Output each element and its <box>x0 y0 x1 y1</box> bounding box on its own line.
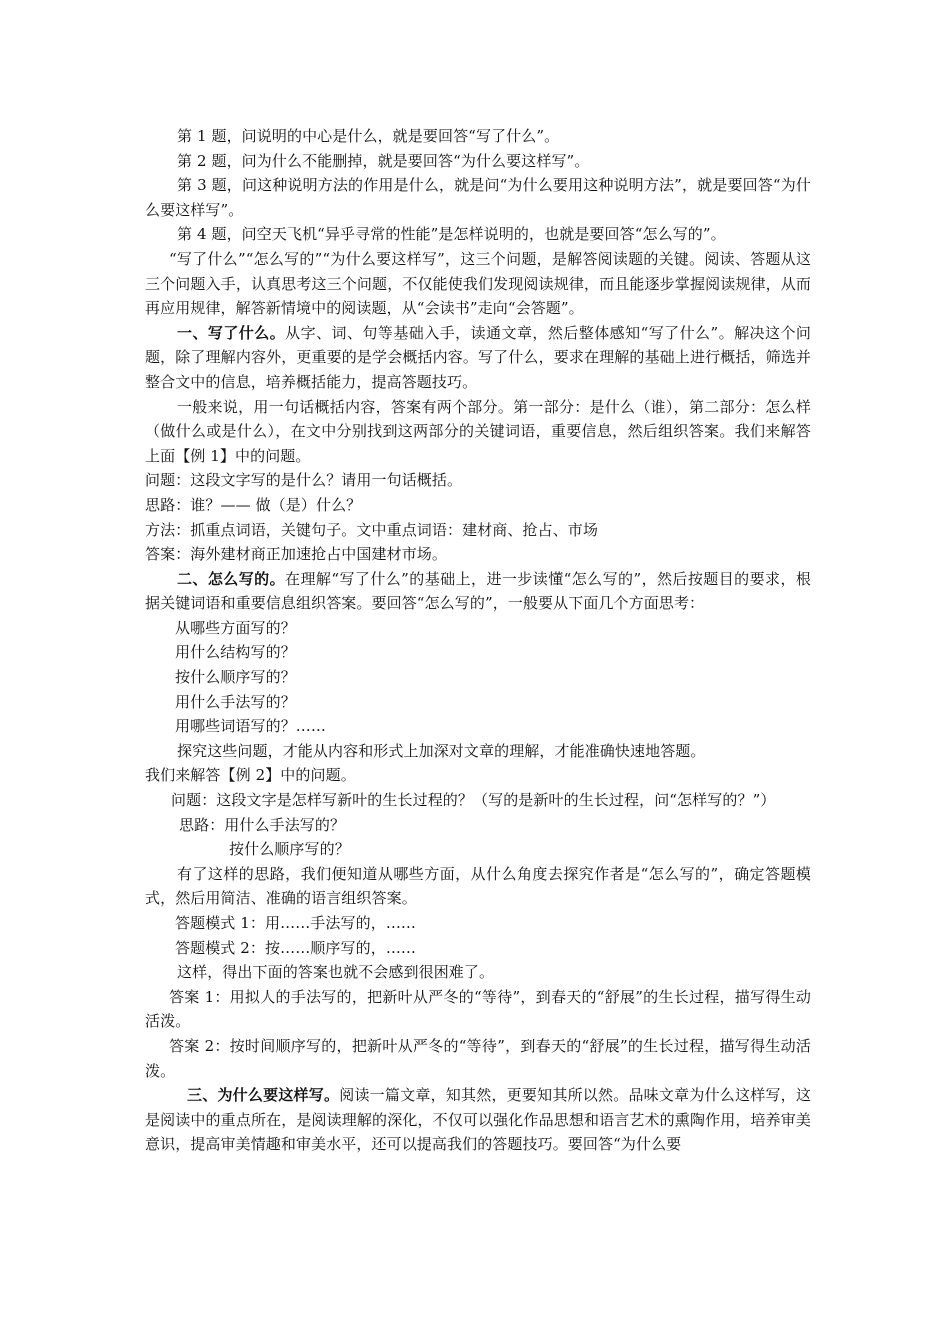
question-line: 问题：这段文字写的是什么？请用一句话概括。 <box>145 471 463 490</box>
question-line: 问题：这段文字是怎样写新叶的生长过程的？（写的是新叶的生长过程，问“怎样写的？”） <box>171 791 776 810</box>
section-three <box>145 1083 811 1157</box>
paragraph: 这样，得出下面的答案也就不会感到很困难了。 <box>177 963 495 982</box>
thinking-line: 按什么顺序写的？ <box>229 840 350 859</box>
paragraph: 第 4 题，问空天飞机“异乎寻常的性能”是怎样说明的，也就是要回答“怎么写的”。 <box>177 225 726 244</box>
list-item: 按什么顺序写的？ <box>175 668 296 687</box>
answer-line: 答案：海外建材商正加速抢占中国建材市场。 <box>145 545 448 564</box>
list-item: 用哪些词语写的？…… <box>175 717 327 736</box>
section-heading: 二、怎么写的。 <box>177 569 286 588</box>
formula-line: 答题模式 1：用……手法写的，…… <box>175 914 417 932</box>
paragraph: 第 3 题，问这种说明方法的作用是什么，就是问“为什么要用这种说明方法”，就是要回答“为什么要这样写”。 <box>145 176 811 219</box>
paragraph: 第 1 题，问说明的中心是什么，就是要回答“写了什么”。 <box>177 127 560 145</box>
list-item: 用什么结构写的？ <box>175 643 296 662</box>
section-two <box>145 567 811 616</box>
formula-line: 答题模式 2：按……顺序写的，…… <box>175 938 417 957</box>
answer-line: 答案 1：用拟人的手法写的，把新叶从严冬的“等待”，到春天的“舒展”的生长过程，描写得生动活泼。 <box>145 987 811 1031</box>
paragraph: 有了这样的思路，我们便知道从哪些方面，从什么角度去探究作者是“怎么写的”，确定答题模式，然后用简洁、准确的语言组织答案。 <box>145 864 811 908</box>
section-text: 在理解“写了什么”的基础上，进一步读懂“怎么写的”，然后按题目的要求，根据关键词语和重要信息组织答案。要回答“怎么写的”，一般要从下面几个方面思考： <box>145 569 812 613</box>
thinking-line: 思路：谁？—— 做（是）什么？ <box>145 495 362 514</box>
section-text: 从字、词、句等基础入手，读通文章，然后整体感知“写了什么”。解决这个问题，除了理解内容外，更重要的是学会概括内容。写了什么，要求在理解的基础上进行概括，筛选并整合文中的信息，培养概括能力，提高答题技巧。 <box>145 323 811 391</box>
answer-line: 答案 2：按时间顺序写的，把新叶从严冬的“等待”，到春天的“舒展”的生长过程，描写得生动活泼。 <box>145 1036 811 1080</box>
paragraph: “写了什么”“怎么写的”“为什么要这样写”，这三个问题，是解答阅读题的关键。阅读、答题从这三个问题入手，认真思考这三个问题，不仅能使我们发现阅读规律，而且能逐步掌握阅读规律，从而再应用规律，解答新情境中的阅读题，从“会读书”走向“会答题”。 <box>145 249 811 318</box>
thinking-line: 思路：用什么手法写的？ <box>179 815 346 834</box>
paragraph: 一般来说，用一句话概括内容，答案有两个部分。第一部分：是什么（谁），第二部分：怎么样（做什么或是什么），在文中分别找到这两部分的关键词语，重要信息，然后组织答案。我们来解答上面【例 1】中的问题。 <box>145 397 811 465</box>
section-one <box>145 321 811 395</box>
list-item: 用什么手法写的？ <box>175 692 296 711</box>
document-body <box>145 124 811 1157</box>
section-heading: 一、写了什么。 <box>177 323 286 342</box>
method-line: 方法：抓重点词语，关键句子。文中重点词语：建材商、抢占、市场 <box>145 520 599 539</box>
paragraph: 第 2 题，问为什么不能删掉，就是要回答“为什么要这样写”。 <box>177 151 590 170</box>
section-text: 阅读一篇文章，知其然，更要知其所以然。品味文章为什么这样写，这是阅读中的重点所在，是阅读理解的深化，不仅可以强化作品思想和语言艺术的熏陶作用，培养审美意识，提高审美情趣和审美水平，还可以提高我们的答题技巧。要回答“为什么要 <box>145 1086 811 1154</box>
section-heading: 三、为什么要这样写。 <box>187 1086 340 1105</box>
paragraph: 我们来解答【例 2】中的问题。 <box>145 766 356 785</box>
paragraph: 探究这些问题，才能从内容和形式上加深对文章的理解，才能准确快速地答题。 <box>177 741 706 760</box>
list-item: 从哪些方面写的？ <box>175 618 296 637</box>
